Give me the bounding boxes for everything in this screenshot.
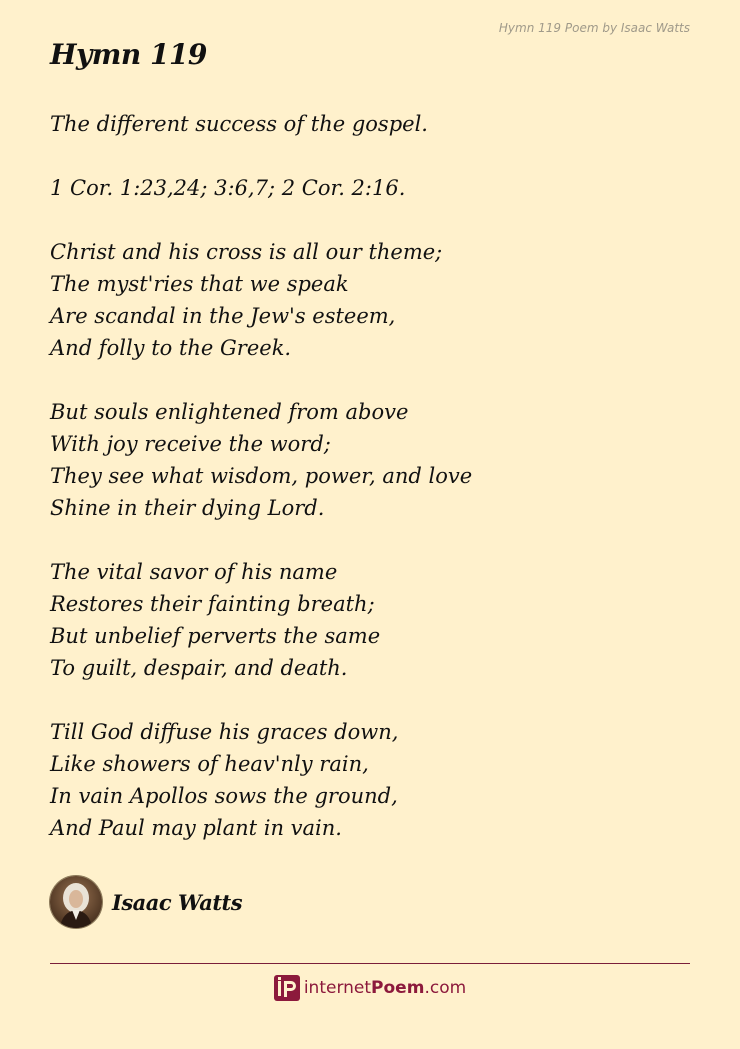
poem-line: To guilt, despair, and death. [50,656,348,680]
poem-title: Hymn 119 [50,38,207,71]
header-credit: Hymn 119 Poem by Isaac Watts [498,21,690,35]
internetpoem-logo-text [304,978,466,998]
poem-reference [50,172,690,204]
author-portrait-icon[interactable] [50,876,102,928]
poem-line: And folly to the Greek. [50,336,292,360]
poem-line: The vital savor of his name [50,560,338,584]
poem-line: But unbelief perverts the same [50,624,381,648]
logo-suffix: .com [424,978,467,998]
poem-line: Like showers of heav'nly rain, [50,752,369,776]
poem-stanza-2 [50,396,690,524]
poem-stanza-1 [50,236,690,364]
poem-line: In vain Apollos sows the ground, [50,784,398,808]
poem-stanza-4 [50,716,690,844]
internetpoem-logo-icon [274,975,300,1001]
footer-divider [50,963,690,964]
poem-line: The different success of the gospel. [50,112,428,136]
poem-body [50,108,690,876]
poem-line: Are scandal in the Jew's esteem, [50,304,396,328]
poem-line: Restores their fainting breath; [50,592,375,616]
poem-subtitle [50,108,690,140]
poem-line: Shine in their dying Lord. [50,496,325,520]
internetpoem-logo-link[interactable] [0,975,740,1001]
poem-line: Christ and his cross is all our theme; [50,240,443,264]
poem-line: But souls enlightened from above [50,400,409,424]
author-name-link[interactable]: Isaac Watts [112,889,243,915]
poem-line: Till God diffuse his graces down, [50,720,399,744]
logo-prefix: internet [303,978,372,998]
logo-strong: Poem [371,978,425,998]
poem-line: 1 Cor. 1:23,24; 3:6,7; 2 Cor. 2:16. [50,176,406,200]
poem-line: And Paul may plant in vain. [50,816,342,840]
author-block[interactable] [50,876,242,928]
poem-line: The myst'ries that we speak [50,272,349,296]
poem-line: With joy receive the word; [50,432,331,456]
poem-line: They see what wisdom, power, and love [50,464,473,488]
poem-stanza-3 [50,556,690,684]
